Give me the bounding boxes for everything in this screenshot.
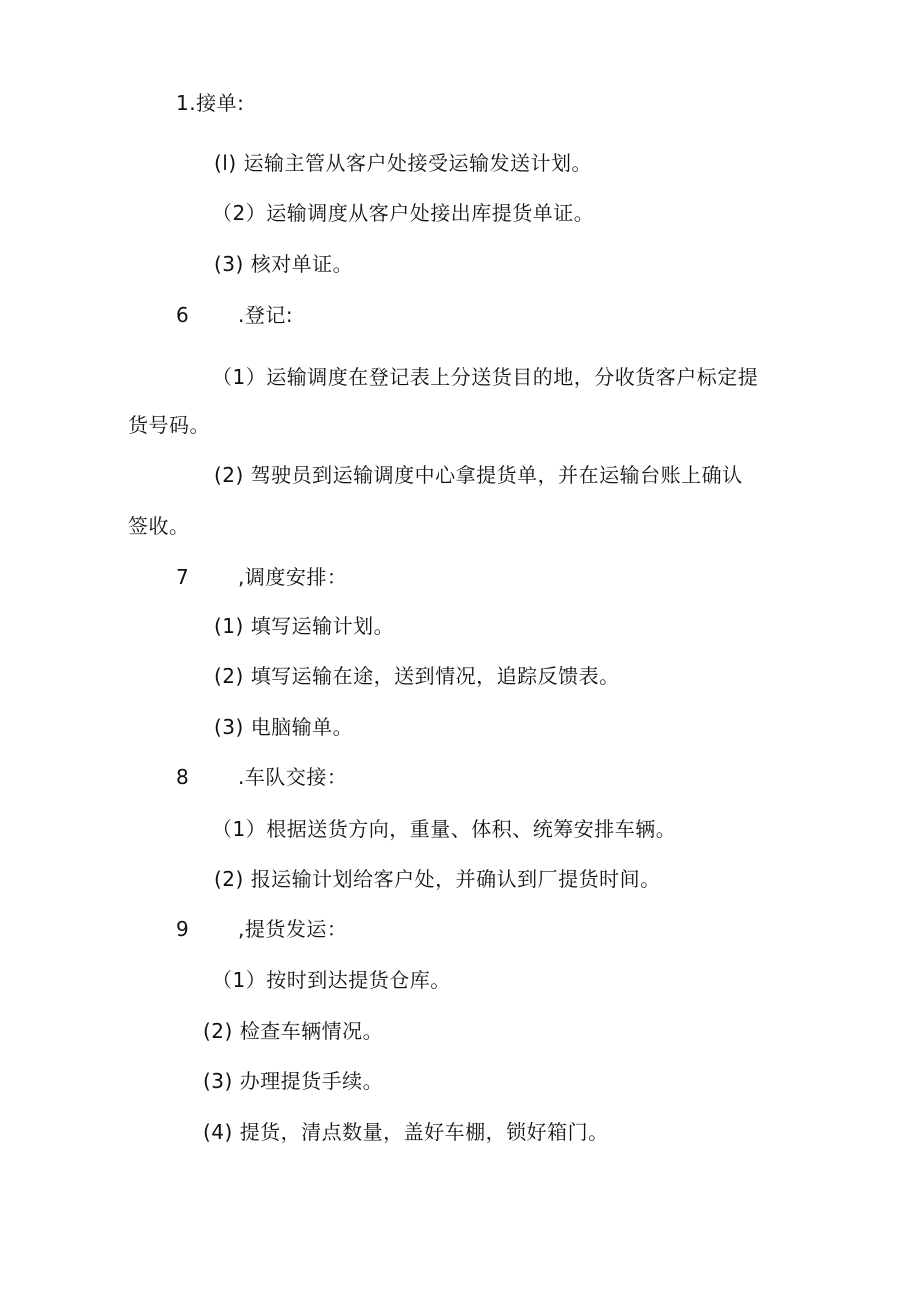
list-item-9-2: (2) 检查车辆情况。 xyxy=(203,1019,384,1043)
heading-1: 1.接单: xyxy=(176,91,245,115)
list-item-1-2: （2）运输调度从客户处接出库提货单证。 xyxy=(212,201,595,225)
heading-7 xyxy=(176,563,347,591)
list-item-1-1: (l) 运输主管从客户处接受运输发送计划。 xyxy=(214,151,593,175)
heading-text: ,调度安排： xyxy=(238,565,348,589)
heading-text: ,提货发运： xyxy=(238,917,348,941)
list-item-9-3: (3) 办理提货手续。 xyxy=(203,1069,384,1093)
heading-text: .车队交接： xyxy=(238,765,348,789)
list-item-6-2: (2) 驾驶员到运输调度中心拿提货单，并在运输台账上确认 xyxy=(214,463,743,487)
heading-6 xyxy=(176,301,293,329)
list-item-6-2-cont: 签收。 xyxy=(128,514,190,538)
list-item-6-1-cont: 货号码。 xyxy=(128,413,210,437)
heading-9 xyxy=(176,915,347,943)
list-item-1-3: (3) 核对单证。 xyxy=(214,252,354,276)
heading-text: .登记: xyxy=(238,303,294,327)
list-item-6-1: （1）运输调度在登记表上分送货目的地，分收货客户标定提 xyxy=(212,365,759,389)
list-item-9-4: (4) 提货，清点数量，盖好车棚，锁好箱门。 xyxy=(203,1120,609,1144)
heading-number: 6 xyxy=(176,303,190,327)
heading-number: 7 xyxy=(176,565,190,589)
list-item-7-3: (3) 电脑输单。 xyxy=(214,715,354,739)
list-item-7-1: (1) 填写运输计划。 xyxy=(214,614,395,638)
heading-number: 8 xyxy=(176,765,190,789)
list-item-8-1: （1）根据送货方向，重量、体积、统筹安排车辆。 xyxy=(212,817,677,841)
list-item-9-1: （1）按时到达提货仓库。 xyxy=(212,968,451,992)
list-item-8-2: (2) 报运输计划给客户处，并确认到厂提货时间。 xyxy=(214,867,661,891)
list-item-7-2: (2) 填写运输在途，送到情况，追踪反馈表。 xyxy=(214,664,620,688)
heading-8 xyxy=(176,763,347,791)
heading-number: 9 xyxy=(176,917,190,941)
